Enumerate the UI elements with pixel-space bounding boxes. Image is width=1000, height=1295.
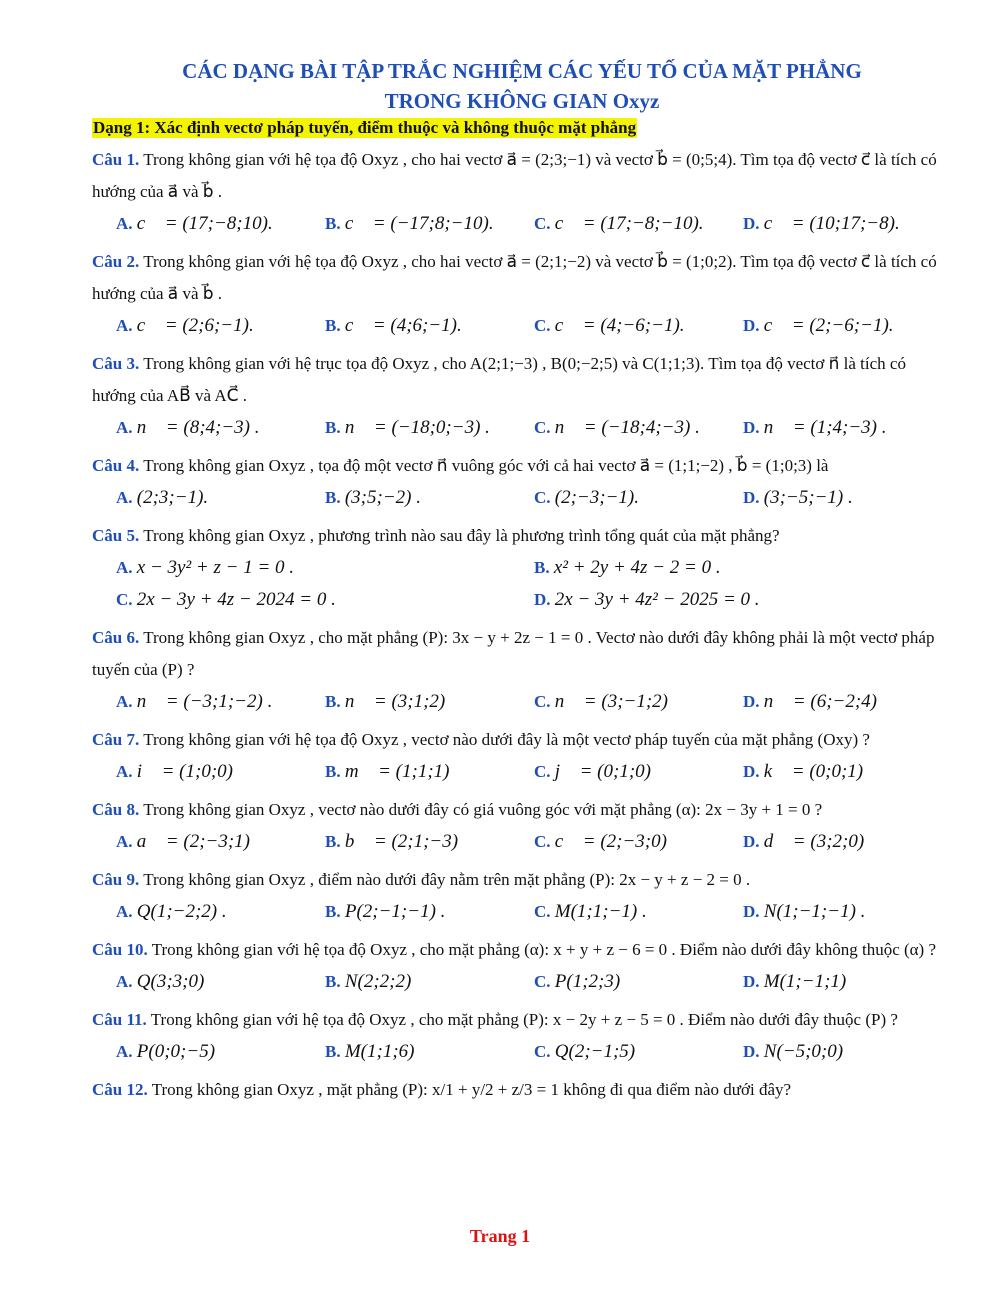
answer-option bbox=[534, 310, 743, 342]
answer-option-letter: D. bbox=[743, 316, 760, 335]
answer-option-text: n⃗ = (8;4;−3) . bbox=[136, 417, 260, 438]
answer-option-letter: A. bbox=[116, 418, 133, 437]
answer-option-letter: C. bbox=[534, 692, 551, 711]
answer-option-text: c⃗ = (2;−6;−1). bbox=[763, 315, 894, 336]
answer-option-letter: D. bbox=[743, 488, 760, 507]
answer-options bbox=[92, 310, 952, 342]
page-number: Trang 1 bbox=[469, 1226, 531, 1246]
question-text: Trong không gian với hệ tọa độ Oxyz , cho mặt phẳng (P): x − 2y + z − 5 = 0 . Điểm nào dưới đây thuộc (P) ? bbox=[150, 1010, 898, 1029]
question bbox=[92, 1074, 952, 1106]
answer-option-letter: C. bbox=[534, 1042, 551, 1061]
answer-option-text: Q(1;−2;2) . bbox=[136, 901, 227, 922]
question-text: Trong không gian Oxyz , phương trình nào sau đây là phương trình tổng quát của mặt phẳng? bbox=[143, 526, 780, 545]
answer-option bbox=[116, 756, 325, 788]
answer-option-letter: D. bbox=[743, 418, 760, 437]
answer-option-text: n⃗ = (1;4;−3) . bbox=[763, 417, 887, 438]
question-number: Câu 7. bbox=[92, 730, 140, 749]
question-text: Trong không gian với hệ tọa độ Oxyz , vectơ nào dưới đây là một vectơ pháp tuyến của mặt phẳng (Oxy) ? bbox=[143, 730, 870, 749]
answer-option bbox=[534, 412, 743, 444]
answer-option bbox=[534, 482, 743, 514]
question-text: Trong không gian Oxyz , tọa độ một vectơ n⃗ vuông góc với cả hai vectơ a⃗ = (1;1;−2) , b⃗ = (1;0;3) là bbox=[143, 456, 829, 475]
answer-option-text: Q(2;−1;5) bbox=[554, 1041, 636, 1062]
answer-option-text: n⃗ = (3;1;2) bbox=[344, 691, 446, 712]
answer-option bbox=[116, 1036, 325, 1068]
answer-option-letter: D. bbox=[534, 590, 551, 609]
answer-option bbox=[743, 412, 952, 444]
document-page bbox=[92, 56, 952, 1106]
answer-option-letter: B. bbox=[325, 692, 341, 711]
answer-option-letter: D. bbox=[743, 1042, 760, 1061]
section-heading: Dạng 1: Xác định vectơ pháp tuyến, điểm thuộc và không thuộc mặt phẳng bbox=[93, 118, 637, 137]
answer-option-letter: B. bbox=[325, 972, 341, 991]
answer-option bbox=[743, 482, 952, 514]
answer-option bbox=[743, 826, 952, 858]
answer-option bbox=[534, 966, 743, 998]
answer-option-letter: B. bbox=[534, 558, 550, 577]
answer-option-text: c⃗ = (−17;8;−10). bbox=[344, 213, 494, 234]
answer-option bbox=[743, 310, 952, 342]
answer-option-letter: A. bbox=[116, 902, 133, 921]
answer-option-text: N(1;−1;−1) . bbox=[763, 901, 866, 922]
question bbox=[92, 724, 952, 756]
answer-option-letter: D. bbox=[743, 902, 760, 921]
answer-option-text: P(2;−1;−1) . bbox=[344, 901, 446, 922]
answer-option-letter: C. bbox=[534, 832, 551, 851]
answer-option-text: M(1;1;−1) . bbox=[554, 901, 647, 922]
answer-option-text: x − 3y² + z − 1 = 0 . bbox=[136, 557, 295, 578]
answer-option bbox=[325, 826, 534, 858]
answer-option-letter: B. bbox=[325, 832, 341, 851]
question-text: Trong không gian với hệ trục tọa độ Oxyz , cho A(2;1;−3) , B(0;−2;5) và C(1;1;3). Tìm tọa độ vectơ n⃗ là tích có hướng của AB⃗ và AC⃗ . bbox=[92, 354, 906, 405]
answer-option-text: n⃗ = (−18;4;−3) . bbox=[554, 417, 700, 438]
answer-option-text: N(−5;0;0) bbox=[763, 1041, 844, 1062]
question bbox=[92, 144, 952, 208]
answer-options bbox=[92, 966, 952, 998]
answer-option-text: (3;5;−2) . bbox=[344, 487, 421, 508]
question bbox=[92, 864, 952, 896]
answer-option-text: (3;−5;−1) . bbox=[763, 487, 853, 508]
answer-option-text: Q(3;3;0) bbox=[136, 971, 205, 992]
answer-option-letter: A. bbox=[116, 214, 133, 233]
answer-option-letter: C. bbox=[534, 902, 551, 921]
answer-options bbox=[92, 584, 952, 616]
question-number: Câu 6. bbox=[92, 628, 140, 647]
answer-option bbox=[534, 584, 952, 616]
answer-option bbox=[534, 208, 743, 240]
answer-option-letter: C. bbox=[534, 316, 551, 335]
answer-option bbox=[325, 896, 534, 928]
answer-option bbox=[534, 756, 743, 788]
answer-option bbox=[116, 584, 534, 616]
question-number: Câu 2. bbox=[92, 252, 140, 271]
answer-option bbox=[534, 1036, 743, 1068]
answer-option-text: 2x − 3y + 4z² − 2025 = 0 . bbox=[554, 589, 760, 610]
answer-options bbox=[92, 686, 952, 718]
answer-option bbox=[743, 896, 952, 928]
answer-option-letter: D. bbox=[743, 762, 760, 781]
answer-option-letter: A. bbox=[116, 692, 133, 711]
question-text: Trong không gian với hệ tọa độ Oxyz , cho hai vectơ a⃗ = (2;1;−2) và vectơ b⃗ = (1;0;2). Tìm tọa độ vectơ c⃗ là tích có hướng của a⃗ và b⃗ . bbox=[92, 252, 937, 303]
answer-options bbox=[92, 412, 952, 444]
answer-option-text: n⃗ = (−3;1;−2) . bbox=[136, 691, 273, 712]
document-title-line1: CÁC DẠNG BÀI TẬP TRẮC NGHIỆM CÁC YẾU TỐ CỦA MẶT PHẲNG bbox=[182, 59, 862, 83]
answer-option-text: c⃗ = (4;6;−1). bbox=[344, 315, 462, 336]
question bbox=[92, 1004, 952, 1036]
answer-option-letter: D. bbox=[743, 214, 760, 233]
answer-option-letter: A. bbox=[116, 558, 133, 577]
answer-option-text: b⃗ = (2;1;−3) bbox=[344, 831, 459, 852]
answer-option-letter: B. bbox=[325, 316, 341, 335]
answer-option-letter: C. bbox=[116, 590, 133, 609]
question-text: Trong không gian với hệ tọa độ Oxyz , cho mặt phẳng (α): x + y + z − 6 = 0 . Điểm nào dưới đây không thuộc (α) ? bbox=[151, 940, 937, 959]
answer-option-text: c⃗ = (2;−3;0) bbox=[554, 831, 667, 852]
question-number: Câu 9. bbox=[92, 870, 140, 889]
answer-option bbox=[325, 1036, 534, 1068]
answer-option-text: j⃗ = (0;1;0) bbox=[554, 761, 651, 782]
answer-option-text: c⃗ = (17;−8;−10). bbox=[554, 213, 704, 234]
question-list bbox=[92, 144, 952, 1106]
answer-option bbox=[325, 686, 534, 718]
answer-option-letter: A. bbox=[116, 488, 133, 507]
answer-option-letter: D. bbox=[743, 692, 760, 711]
answer-option-letter: B. bbox=[325, 214, 341, 233]
answer-option-letter: A. bbox=[116, 972, 133, 991]
answer-option bbox=[325, 966, 534, 998]
answer-option-letter: B. bbox=[325, 902, 341, 921]
answer-option-text: N(2;2;2) bbox=[344, 971, 412, 992]
answer-option-letter: B. bbox=[325, 418, 341, 437]
answer-option-letter: B. bbox=[325, 762, 341, 781]
answer-options bbox=[92, 482, 952, 514]
answer-option-letter: D. bbox=[743, 972, 760, 991]
question-number: Câu 1. bbox=[92, 150, 140, 169]
answer-option-text: d⃗ = (3;2;0) bbox=[763, 831, 865, 852]
answer-option bbox=[743, 686, 952, 718]
answer-option bbox=[116, 310, 325, 342]
answer-options bbox=[92, 1036, 952, 1068]
answer-option bbox=[534, 896, 743, 928]
answer-option-text: n⃗ = (−18;0;−3) . bbox=[344, 417, 490, 438]
answer-option-letter: B. bbox=[325, 1042, 341, 1061]
answer-option-text: c⃗ = (10;17;−8). bbox=[763, 213, 900, 234]
answer-option-text: P(0;0;−5) bbox=[136, 1041, 216, 1062]
question bbox=[92, 348, 952, 412]
answer-option-letter: C. bbox=[534, 418, 551, 437]
answer-options bbox=[92, 552, 952, 584]
answer-option-text: M(1;1;6) bbox=[344, 1041, 415, 1062]
answer-option bbox=[325, 208, 534, 240]
question bbox=[92, 520, 952, 552]
answer-option-letter: C. bbox=[534, 972, 551, 991]
question-number: Câu 3. bbox=[92, 354, 140, 373]
answer-options bbox=[92, 826, 952, 858]
answer-option bbox=[116, 966, 325, 998]
question-number: Câu 8. bbox=[92, 800, 140, 819]
answer-option-text: (2;3;−1). bbox=[136, 487, 209, 508]
answer-options bbox=[92, 896, 952, 928]
answer-option-letter: A. bbox=[116, 316, 133, 335]
question-text: Trong không gian Oxyz , vectơ nào dưới đây có giá vuông góc với mặt phẳng (α): 2x − 3y + 1 = 0 ? bbox=[143, 800, 823, 819]
answer-option bbox=[325, 310, 534, 342]
answer-option-text: x² + 2y + 4z − 2 = 0 . bbox=[553, 557, 721, 578]
question-number: Câu 10. bbox=[92, 940, 148, 959]
question-text: Trong không gian với hệ tọa độ Oxyz , cho hai vectơ a⃗ = (2;3;−1) và vectơ b⃗ = (0;5;4). Tìm tọa độ vectơ c⃗ là tích có hướng của a⃗ và b⃗ . bbox=[92, 150, 937, 201]
question bbox=[92, 246, 952, 310]
answer-option bbox=[116, 896, 325, 928]
answer-option-text: 2x − 3y + 4z − 2024 = 0 . bbox=[136, 589, 336, 610]
question-text: Trong không gian Oxyz , mặt phẳng (P): x/1 + y/2 + z/3 = 1 không đi qua điểm nào dưới đây? bbox=[151, 1080, 792, 1099]
answer-option-text: n⃗ = (3;−1;2) bbox=[554, 691, 669, 712]
answer-option-letter: A. bbox=[116, 832, 133, 851]
answer-option bbox=[743, 208, 952, 240]
question bbox=[92, 934, 952, 966]
question bbox=[92, 794, 952, 826]
answer-option-text: c⃗ = (2;6;−1). bbox=[136, 315, 254, 336]
question-text: Trong không gian Oxyz , cho mặt phẳng (P): 3x − y + 2z − 1 = 0 . Vectơ nào dưới đây không phải là một vectơ pháp tuyến của (P) ? bbox=[92, 628, 935, 679]
answer-option-text: M(1;−1;1) bbox=[763, 971, 847, 992]
answer-option-text: n⃗ = (6;−2;4) bbox=[763, 691, 878, 712]
answer-options bbox=[92, 208, 952, 240]
answer-option-text: c⃗ = (17;−8;10). bbox=[136, 213, 273, 234]
document-title-line2: TRONG KHÔNG GIAN Oxyz bbox=[384, 89, 660, 113]
answer-option-text: a⃗ = (2;−3;1) bbox=[136, 831, 251, 852]
answer-option-letter: C. bbox=[534, 762, 551, 781]
answer-options bbox=[92, 756, 952, 788]
question-text: Trong không gian Oxyz , điểm nào dưới đây nằm trên mặt phẳng (P): 2x − y + z − 2 = 0 . bbox=[143, 870, 751, 889]
question bbox=[92, 450, 952, 482]
answer-option-text: i⃗ = (1;0;0) bbox=[136, 761, 233, 782]
question-number: Câu 12. bbox=[92, 1080, 148, 1099]
answer-option-letter: C. bbox=[534, 214, 551, 233]
answer-option bbox=[325, 482, 534, 514]
answer-option bbox=[534, 552, 952, 584]
answer-option-text: (2;−3;−1). bbox=[554, 487, 639, 508]
answer-option-text: m⃗ = (1;1;1) bbox=[344, 761, 450, 782]
answer-option-letter: A. bbox=[116, 762, 133, 781]
answer-option bbox=[325, 756, 534, 788]
answer-option bbox=[534, 826, 743, 858]
answer-option bbox=[116, 552, 534, 584]
question-number: Câu 5. bbox=[92, 526, 140, 545]
answer-option-text: k⃗ = (0;0;1) bbox=[763, 761, 864, 782]
question bbox=[92, 622, 952, 686]
answer-option-letter: D. bbox=[743, 832, 760, 851]
answer-option bbox=[116, 686, 325, 718]
answer-option bbox=[116, 412, 325, 444]
answer-option bbox=[116, 826, 325, 858]
answer-option bbox=[534, 686, 743, 718]
answer-option-letter: B. bbox=[325, 488, 341, 507]
answer-option bbox=[743, 966, 952, 998]
answer-option-text: c⃗ = (4;−6;−1). bbox=[554, 315, 685, 336]
answer-option bbox=[325, 412, 534, 444]
question-number: Câu 4. bbox=[92, 456, 140, 475]
answer-option-letter: A. bbox=[116, 1042, 133, 1061]
answer-option bbox=[743, 1036, 952, 1068]
answer-option-text: P(1;2;3) bbox=[554, 971, 621, 992]
answer-option bbox=[116, 482, 325, 514]
question-number: Câu 11. bbox=[92, 1010, 147, 1029]
answer-option-letter: C. bbox=[534, 488, 551, 507]
answer-option bbox=[116, 208, 325, 240]
answer-option bbox=[743, 756, 952, 788]
